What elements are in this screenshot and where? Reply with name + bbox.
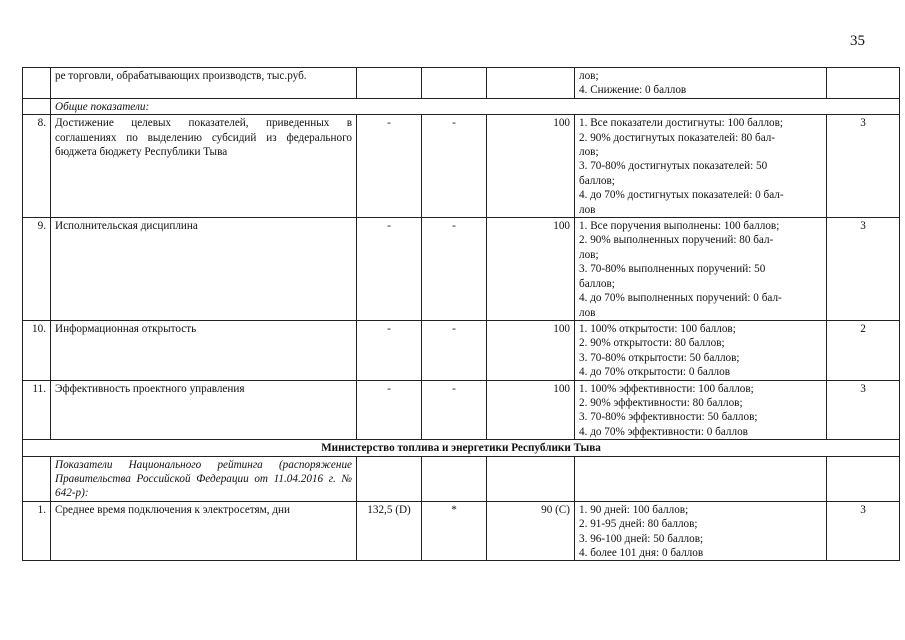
criteria-line: 1. Все показатели достигнуты: 100 баллов; [579,117,784,130]
criteria-cell [575,501,827,561]
subheader-cell: Общие показатели: [51,98,900,114]
criteria-line: 2. 90% достигнутых показателей: 80 бал- [579,131,776,144]
criteria-line: 2. 90% эффективности: 80 баллов; [579,396,743,409]
current-value-cell [422,456,487,501]
criteria-line: 1. 100% эффективности: 100 баллов; [579,382,754,395]
section-title-cell: Министерство топлива и энергетики Республики Тыва [23,440,900,456]
criteria-line: 4. до 70% достигнутых показателей: 0 бал- [579,189,784,202]
criteria-line: 3. 70-80% эффективности: 50 баллов; [579,411,758,424]
indicator-name-cell: Информационная открытость [51,320,357,380]
target-value-cell: 100 [487,218,575,321]
score-cell [827,68,900,99]
indicator-name-cell: Среднее время подключения к электросетям, дни [51,501,357,561]
criteria-line: 2. 90% открытости: 80 баллов; [579,337,725,350]
criteria-line: лов [579,306,596,319]
baseline-value-cell: 132,5 (D) [357,501,422,561]
current-value-cell: - [422,380,487,440]
indicators-table [22,67,900,561]
score-cell: 3 [827,218,900,321]
criteria-line: 3. 70-80% выполненных поручений: 50 [579,263,766,276]
baseline-value-cell [357,456,422,501]
row-number-cell: 1. [23,501,51,561]
current-value-cell: * [422,501,487,561]
baseline-value-cell: - [357,380,422,440]
table-row [23,115,900,218]
row-number-cell [23,456,51,501]
criteria-line: баллов; [579,277,615,290]
criteria-line: лов; [579,248,599,261]
indicator-name-cell: Показатели Национального рейтинга (распоряжение Правительства Российской Федерации от 11.04.2016 г. № 642-р): [51,456,357,501]
target-value-cell: 90 (C) [487,501,575,561]
score-cell [827,456,900,501]
table-row [23,218,900,321]
criteria-line: лов [579,203,596,216]
criteria-cell [575,68,827,99]
table-row [23,320,900,380]
current-value-cell: - [422,115,487,218]
target-value-cell [487,456,575,501]
row-number-cell [23,98,51,114]
target-value-cell: 100 [487,320,575,380]
row-number-cell: 10. [23,320,51,380]
subheader-row [23,98,900,114]
score-cell: 3 [827,501,900,561]
criteria-cell [575,320,827,380]
baseline-value-cell: - [357,218,422,321]
indicator-name-cell: Достижение целевых показателей, приведенных в соглашениях по выделению субсидий из федерального бюджета бюджету Республики Тыва [51,115,357,218]
table-row [23,501,900,561]
criteria-line: 1. Все поручения выполнены: 100 баллов; [579,220,780,233]
criteria-line: баллов; [579,174,615,187]
criteria-line: 3. 70-80% открытости: 50 баллов; [579,351,740,364]
criteria-line: 4. более 101 дня: 0 баллов [579,547,704,559]
section-row [23,440,900,456]
indicator-name-cell: ре торговли, обрабатывающих производств, тыс.руб. [51,68,357,99]
target-value-cell [487,68,575,99]
baseline-value-cell [357,68,422,99]
criteria-line: лов; [579,70,599,82]
criteria-line: 4. Снижение: 0 баллов [579,84,687,97]
criteria-line: 3. 70-80% достигнутых показателей: 50 [579,160,768,173]
target-value-cell: 100 [487,115,575,218]
table-row [23,68,900,99]
score-cell: 2 [827,320,900,380]
current-value-cell: - [422,320,487,380]
criteria-cell [575,456,827,501]
table-body [23,68,900,561]
criteria-cell [575,115,827,218]
criteria-line: 1. 100% открытости: 100 баллов; [579,322,736,335]
criteria-line: 2. 91-95 дней: 80 баллов; [579,518,698,531]
criteria-cell [575,218,827,321]
row-number-cell: 11. [23,380,51,440]
criteria-line: 3. 96-100 дней: 50 баллов; [579,532,704,545]
row-number-cell [23,68,51,99]
table-row [23,456,900,501]
row-number-cell: 8. [23,115,51,218]
criteria-line: 1. 90 дней: 100 баллов; [579,503,689,516]
current-value-cell: - [422,218,487,321]
indicator-name-cell: Эффективность проектного управления [51,380,357,440]
page-number: 35 [850,33,865,49]
baseline-value-cell: - [357,320,422,380]
criteria-line: 4. до 70% открытости: 0 баллов [579,366,731,379]
criteria-line: 4. до 70% эффективности: 0 баллов [579,425,748,438]
row-number-cell: 9. [23,218,51,321]
criteria-line: 4. до 70% выполненных поручений: 0 бал- [579,292,782,305]
table-row [23,380,900,440]
criteria-line: лов; [579,146,599,159]
current-value-cell [422,68,487,99]
baseline-value-cell: - [357,115,422,218]
score-cell: 3 [827,380,900,440]
criteria-line: 2. 90% выполненных поручений: 80 бал- [579,234,774,247]
indicator-name-cell: Исполнительская дисциплина [51,218,357,321]
criteria-cell [575,380,827,440]
target-value-cell: 100 [487,380,575,440]
score-cell: 3 [827,115,900,218]
